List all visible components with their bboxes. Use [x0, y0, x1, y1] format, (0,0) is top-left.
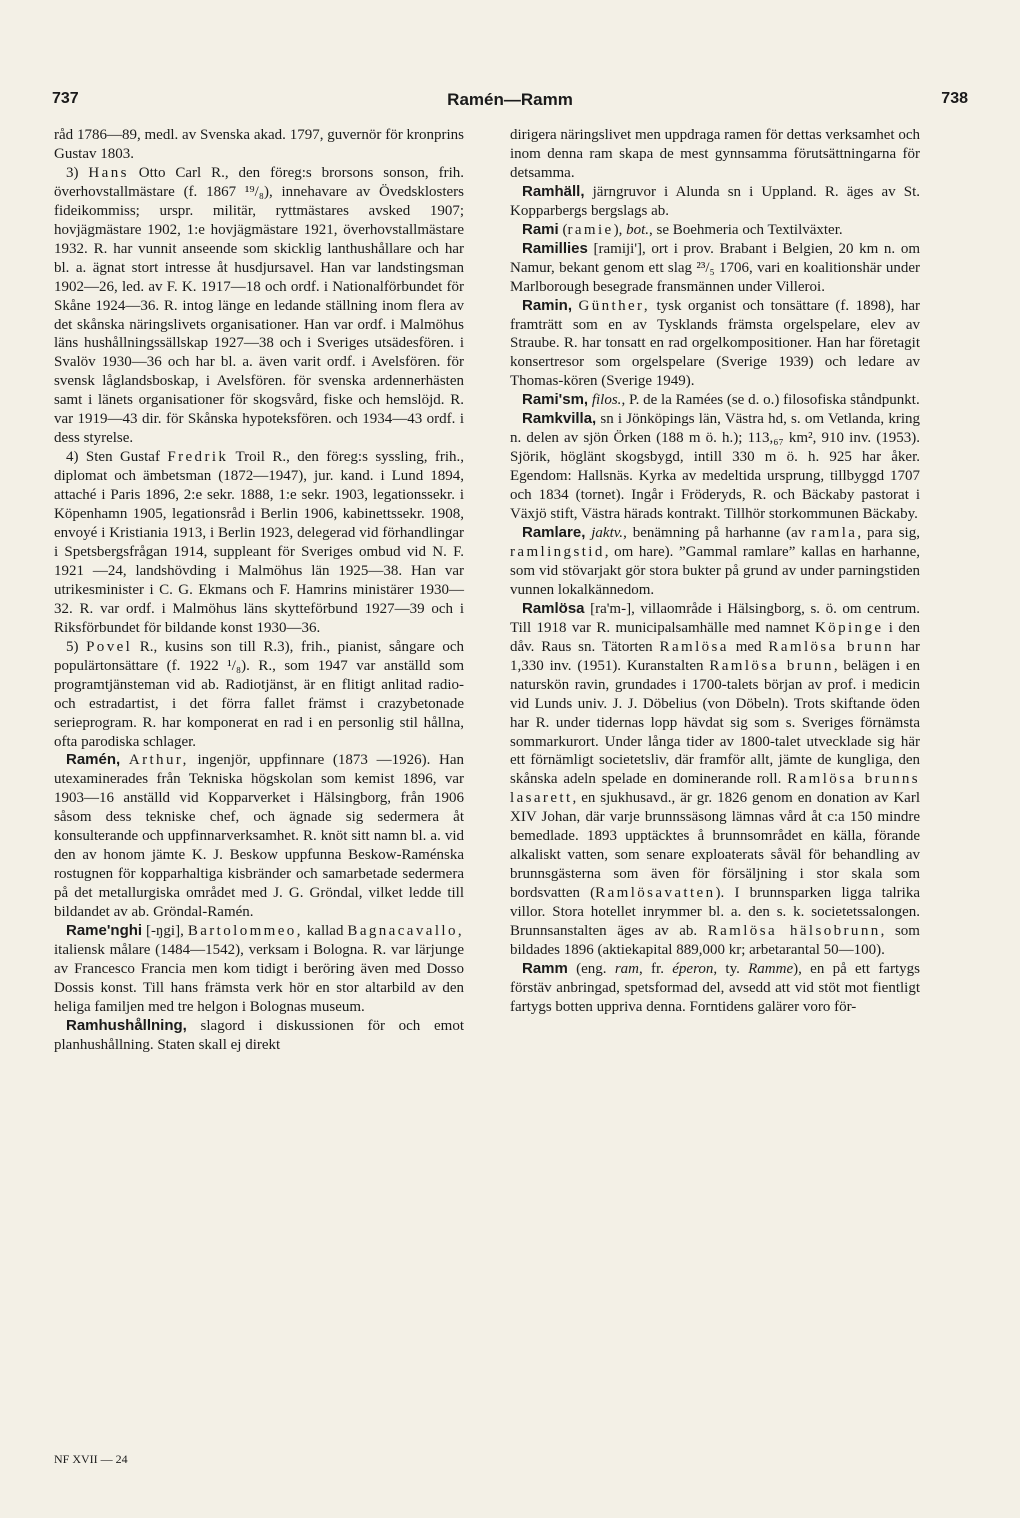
entry-ramkvilla: Ramkvilla, sn i Jönköpings län, Västra hd, s. om Vetlanda, kring n. delen av sjön Örken (188 m ö. h.); 113,₆₇ km², 910 inv. (1953). Sjörik, höglänt skogsbygd, intill 330 m ö. h. 925 har åker. Egendom: Hallsnäs. Kyrka av medeltida ursprung, tillbyggd 1707 och 1834 (tornet). Ingår i Fröderyds, R. och Bäckaby pastorat i Växjö stift, Västra härads kontrakt. Tillhör storkommunen Bäckaby.	[510, 410, 920, 523]
headword: Rami	[522, 220, 559, 238]
headword: Ramlare,	[522, 524, 586, 542]
page-number-left: 737	[52, 90, 79, 107]
right-column	[510, 126, 920, 1017]
entry-povel-ramel: 5) Povel R., kusins son till R.3), frih., pianist, sångare och populärtonsättare (f. 1922 ¹/₈). R., som 1947 var anställd som programtjänsteman vid ab. Radiotjänst, är en flitigt anlitad radio- och estradartist, i det förra fallet främst i crazybetonade serieprogram. R. har komponerat en rad i en personlig stil hållna, ofta parodiska schlager.	[54, 638, 464, 750]
entry-hans-ramel: 3) Hans Otto Carl R., den föreg:s brorsons sonson, frih. överhovstallmästare (f. 1867 ¹⁹/₈), innehavare av Övedsklosters fideikommiss; urspr. militär, ryttmästares avsked 1907; hovjägmästare 1902, 1:e hovjägmästare 1921, överhovstallmästare 1932. R. har vunnit anseende som skicklig lanthushållare och har bl. a. ägnat stort intresse åt husdjursavel. Han var landstingsman 1902—26, led. av F. K. 1917—18 och ordf. i Nationalförbundet för Skåne 1924—36. R. intog länge en ledande ställning inom flera av det skånska näringslivets organisationer. Han var ordf. i Malmöhus läns hushållningssällskap 1927—38 och i Sveriges utsädesfören. i Svalöv 1930—36 och har bl. a. även varit ordf. i Avelsfören. för svensk låglandsboskap, i Avelsfören. för svenska ardennerhästen samt i länets organisationer för skogsvård, fiske och hemslöjd. R. var 1919—43 dir. för Skånska hypoteksfören. och 1934—43 ordf. i dess styrelse.	[54, 164, 464, 447]
headword: Rame'nghi	[66, 922, 143, 940]
headword: Ramlösa	[522, 599, 585, 617]
headword: Ramkvilla,	[522, 410, 597, 428]
headword: Ramhäll,	[522, 182, 585, 200]
left-column	[54, 126, 464, 1055]
entry-ramhall: Ramhäll, järngruvor i Alunda sn i Uppland. R. äges av St. Kopparbergs bergslags ab.	[510, 182, 920, 219]
signature-mark: NF XVII — 24	[54, 1452, 128, 1466]
entry-ramin: Ramin, Günther, tysk organist och tonsättare (f. 1898), har framträtt som en av Tysklands främsta orgelspelare, elev av Straube. R. har tonsatt en rad orgelkompositioner. Han har företagit konsertresor som orgelspelare (Sverige 1939) och ledare av Thomas-kören (Sverige 1949).	[510, 296, 921, 390]
headword: Ramin,	[522, 296, 573, 314]
entry-continuation: dirigera näringslivet men uppdraga ramen för dettas verksamhet och inom denna ram skapa de mest gynnsamma förutsättningarna för detsamma.	[510, 127, 920, 181]
entry-ramillies: Ramillies [ramiji'], ort i prov. Brabant i Belgien, 20 km n. om Namur, bekant genom ett slag ²³/₅ 1706, vari en koalitionshär under Marlborough besegrade fransmännen under Villeroi.	[510, 239, 920, 295]
headword: Rami'sm,	[522, 391, 589, 409]
running-head: Ramén—Ramm	[447, 90, 573, 109]
entry-ramlosa: Ramlösa [ra'm-], villaområde i Hälsingborg, s. ö. om centrum. Till 1918 var R. municipalsamhälle med namnet Köpinge i den dåv. Raus sn. Tätorten Ramlösa med Ramlösa brunn har 1,330 inv. (1951). Kuranstalten Ramlösa brunn, belägen i en naturskön ravin, grundades i 1700-talets början av prof. i medicin vid Lunds univ. J. J. Döbelius (von Döbeln). Trots skiftande öden har R. under tidernas lopp hävdat sig som s. Sveriges förnämsta sommarkurort. Under långa tider av 1800-talet utvecklade sig här ett förnämligt societetsliv, där framför allt, jämte de kungliga, den skånska adeln spelade en dominerande roll. Ramlösa brunns lasarett, en sjukhusavd., är gr. 1826 genom en donation av Karl XIV Johan, där varje brunnssäsong lämnas vård åt c:a 150 mindre bemedlade. 1893 upptäcktes å brunnsområdet en källa, förande alkaliskt vatten, som senare exploaterats såväl för behandling av brunnsgästerna som även för försäljning i stor skala som bordsvatten (Ramlösavatten). I brunnsparken ligga talrika villor. Stora hotellet inrymmer bl. a. den s. k. societetssalongen. Brunnsanstalten äges av ab. Ramlösa hälsobrunn, som bildades 1896 (aktiekapital 889,000 kr; arbetarantal 50—100).	[510, 599, 921, 958]
page-header	[52, 90, 968, 118]
headword: Ramén,	[66, 751, 121, 769]
headword: Ramm	[522, 959, 568, 977]
entry-ramism: Rami'sm, filos., P. de la Ramées (se d. o.) filosofiska ståndpunkt.	[522, 391, 920, 409]
page-number-right: 738	[941, 90, 968, 107]
entry-continuation: råd 1786—89, medl. av Svenska akad. 1797, guvernör för kronprins Gustav 1803.	[54, 127, 464, 162]
entry-ramlare: Ramlare, jaktv., benämning på harhanne (av ramla, para sig, ramlingstid, om hare). ”Gammal ramlare” kallas en harhanne, som vid stövarjakt gör stora bukter på grund av under parningstiden vunnen lokalkännedom.	[510, 524, 920, 598]
headword: Ramhushållning,	[66, 1016, 187, 1034]
entry-ramen: Ramén, Arthur, ingenjör, uppfinnare (1873 —1926). Han utexaminerades från Tekniska högskolan som kemist 1896, var 1903—16 anställd vid Kopparverket i Hälsingborg, från 1906 såsom dess tekniske chef, och ägnade sig sedermera åt konsulterande och uppfinnarverksamhet. R. knöt sitt namn bl. a. vid den av honom jämte K. J. Beskow uppfunna Beskow-Raménska rostugnen för kopparhaltiga kisbränder och samarbetade sedermera på det metallurgiska området med J. G. Gröndal, vilket ledde till bildandet av ab. Gröndal-Ramén.	[54, 751, 464, 921]
headword: Ramillies	[522, 239, 588, 257]
entry-ramhushallning: Ramhushållning, slagord i diskussionen för och emot planhushållning. Staten skall ej direkt	[54, 1016, 464, 1053]
entry-fredrik-ramel: 4) Sten Gustaf Fredrik Troil R., den föreg:s syssling, frih., diplomat och ämbetsman (1872—1947), jur. kand. i Lund 1894, attaché i Paris 1896, 2:e sekr. 1888, 1:e sekr. 1903, legationssekr. i Köpenhamn 1905, legationsråd i Berlin 1906, kabinettssekr. 1908, envoyé i Kristiania 1913, i Berlin 1923, delegerad vid förhandlingar i Spetsbergsfrågan 1914, suppleant för Sveriges ombud vid N. F. 1921 —24, landshövding i Malmöhus län 1925—38. Han var utrikesminister i C. G. Ekmans och F. Hamrins ministärer 1930—32. R. var ordf. i Malmöhus läns skytteförbund 1927—39 och i Riksförbundet för bildande konst 1930—36.	[54, 449, 464, 636]
entry-ramm: Ramm (eng. ram, fr. éperon, ty. Ramme), en på ett fartygs förstäv anbringad, spetsformad del, avsedd att vid stöt mot fientligt fartygs botten uppriva denna. Forntidens galärer voro för-	[510, 959, 920, 1015]
entry-ramenghi: Rame'nghi [-ŋgi], Bartolommeo, kallad Bagnacavallo, italiensk målare (1484—1542), verksam i Bologna. R. var lärjunge av Francesco Francia men kom tidigt i beröring även med Dosso Dossis konst. Till hans främsta verk hör en stor altarbild av den heliga familjen med tre helgon i Bolognas museum.	[54, 922, 465, 1015]
entry-rami: Rami (ramie), bot., se Boehmeria och Textilväxter.	[522, 220, 843, 238]
